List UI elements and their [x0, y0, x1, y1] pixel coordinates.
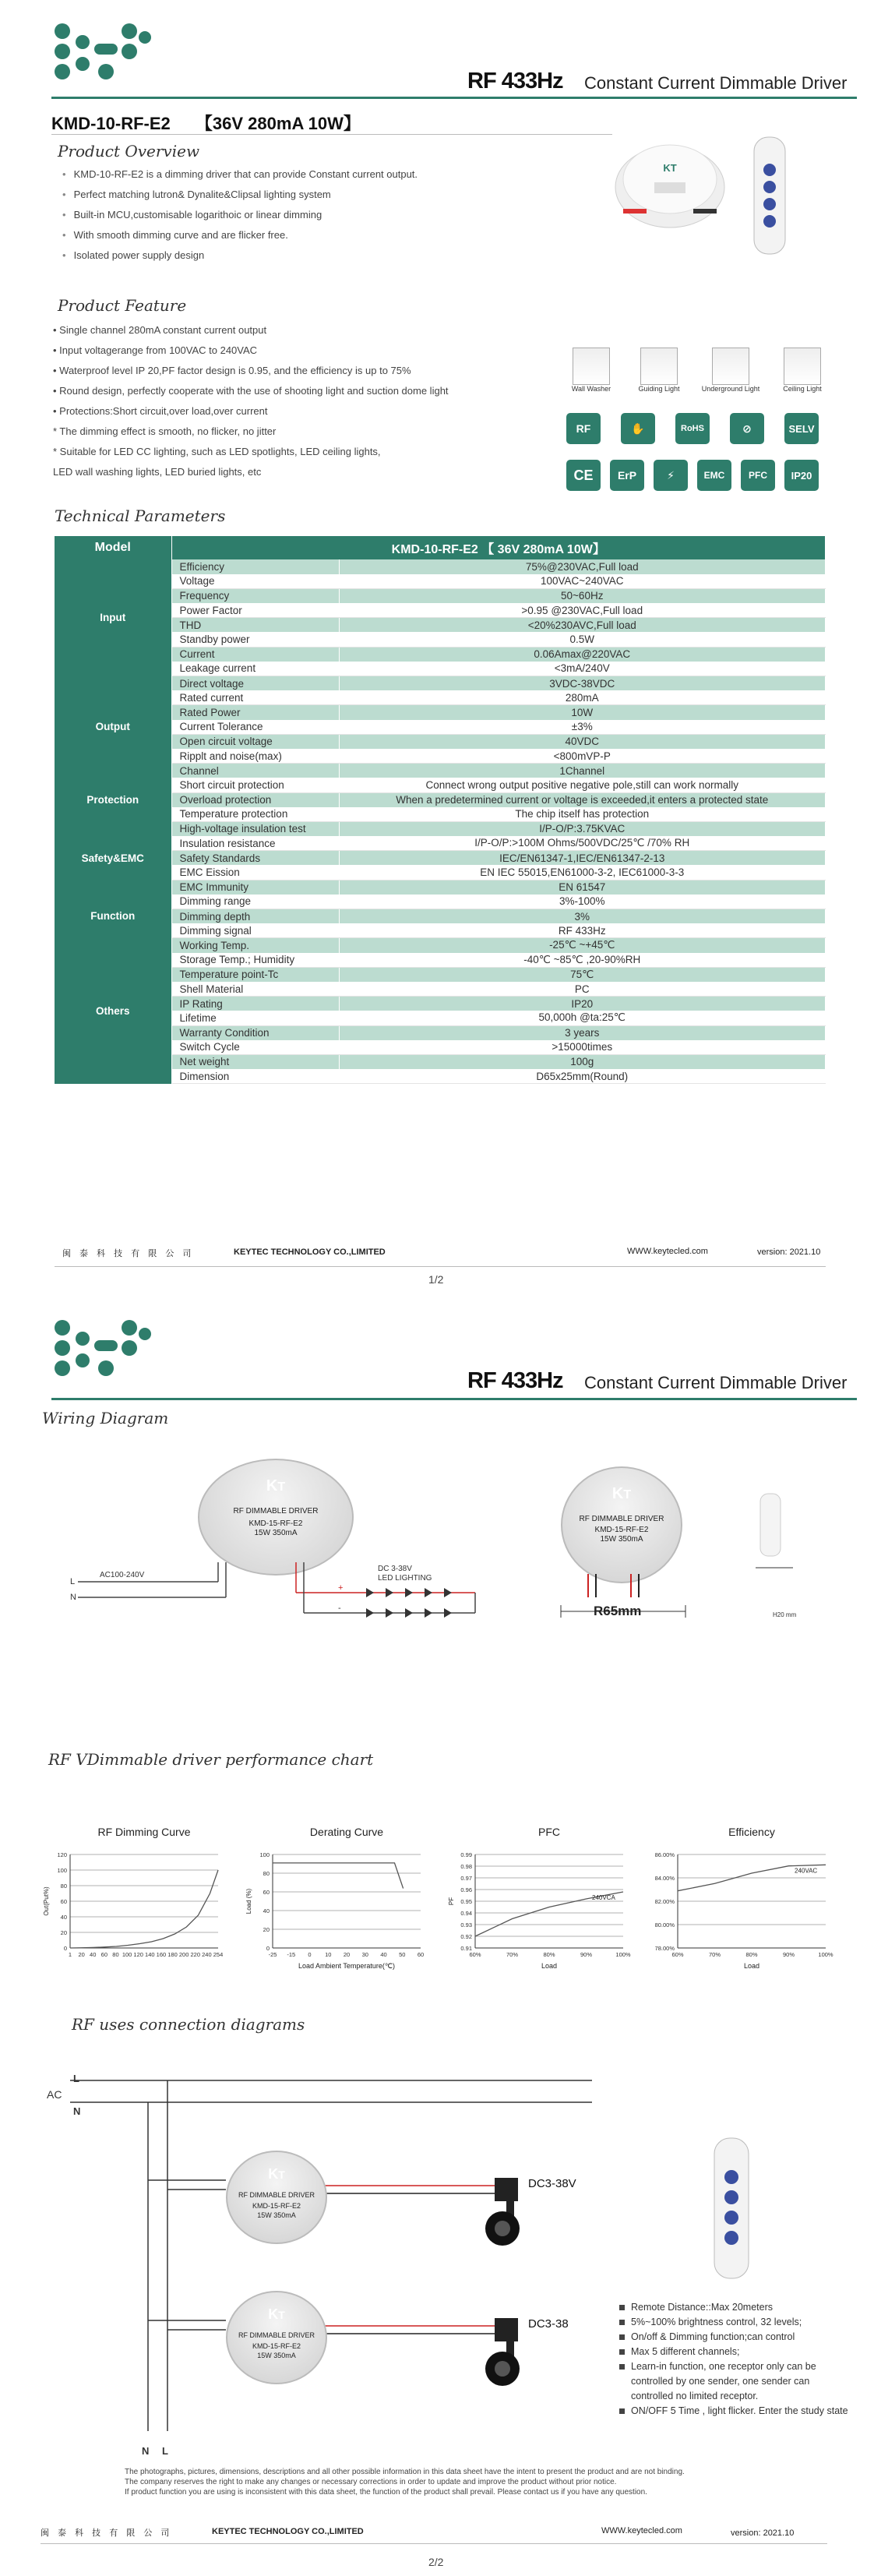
tech-heading: Technical Parameters — [55, 506, 226, 525]
spec-row — [55, 778, 826, 792]
header-subtitle: Constant Current Dimmable Driver — [584, 73, 848, 93]
emc-cert-icon: EMC — [697, 460, 731, 491]
y-tick-label: 0.95 — [460, 1898, 472, 1905]
spec-param-name: Efficiency — [171, 559, 339, 574]
rf-conn-diagram — [47, 2065, 608, 2439]
x-tick-label: 200 — [178, 1951, 189, 1958]
rf-remote-image — [705, 2135, 759, 2283]
rf-feature-text: Remote Distance::Max 20meters — [631, 2302, 774, 2313]
spec-param-name: Warranty Condition — [171, 1025, 339, 1040]
driver-name: RF DIMMABLE DRIVER — [579, 1515, 664, 1523]
y-tick-label: 100 — [57, 1867, 67, 1874]
driver-product-image — [608, 131, 732, 232]
rf-feature-text: Learn-in function, one receptor only can be — [631, 2361, 816, 2372]
overview-heading: Product Overview — [58, 142, 200, 161]
x-tick-label: -15 — [287, 1951, 296, 1958]
website-link[interactable]: WWW.keytecled.com — [627, 1247, 708, 1256]
x-tick-label: 60 — [417, 1951, 425, 1958]
spec-param-value: I/P-O/P:>100M Ohms/500VDC/25℃ /70% RH — [339, 836, 826, 851]
plus-label: + — [338, 1583, 344, 1593]
rf-feature-text: 5%~100% brightness control, 32 levels; — [631, 2317, 802, 2327]
spec-param-name: Temperature protection — [171, 807, 339, 822]
rf-feature-text: Max 5 different channels; — [631, 2346, 740, 2357]
x-tick-label: 50 — [399, 1951, 406, 1958]
rohs-cert-icon: RoHS — [675, 413, 710, 444]
x-tick-label: 10 — [325, 1951, 332, 1958]
driver-name: RF DIMMABLE DRIVER — [238, 2331, 315, 2339]
spec-param-name: High-voltage insulation test — [171, 821, 339, 836]
spec-group-label: Output — [55, 676, 171, 778]
spec-param-name: Working Temp. — [171, 938, 339, 953]
company-cn: 闽 泰 科 技 有 限 公 司 — [62, 1249, 195, 1258]
spec-param-value: 0.5W — [339, 632, 826, 647]
y-tick-label: 0 — [266, 1945, 270, 1952]
company-en: KEYTEC TECHNOLOGY CO.,LIMITED — [212, 2527, 364, 2536]
feature-item: • Protections:Short circuit,over load,over current — [53, 405, 268, 417]
overview-item: • Built-in MCU,customisable logarithoic or linear dimming — [62, 209, 322, 221]
y-tick-label: 0.94 — [460, 1910, 472, 1917]
x-tick-label: 60 — [100, 1951, 108, 1958]
chart-title: Efficiency — [728, 1826, 775, 1838]
rf-bottom-l-label: L — [162, 2445, 168, 2457]
hand-cert-icon: ✋ — [621, 413, 655, 444]
spec-param-name: Switch Cycle — [171, 1040, 339, 1055]
x-tick-label: 140 — [145, 1951, 155, 1958]
minus-label: - — [338, 1604, 341, 1613]
x-tick-label: 100% — [818, 1951, 833, 1958]
x-tick-label: 80% — [745, 1951, 758, 1958]
spec-param-value: PC — [339, 982, 826, 997]
model-spec: 【36V 280mA 10W】 — [195, 114, 361, 133]
y-tick-label: 100 — [259, 1851, 270, 1858]
driver-model: KMD-15-RF-E2 — [594, 1526, 649, 1534]
x-tick-label: 40 — [90, 1951, 97, 1958]
spec-param-value: 3%-100% — [339, 895, 826, 909]
y-tick-label: 0.99 — [460, 1851, 472, 1858]
no-flicker-cert-icon: ⊘ — [730, 413, 764, 444]
x-tick-label: 254 — [213, 1951, 224, 1958]
spec-param-value: 3 years — [339, 1025, 826, 1040]
spec-param-value: IP20 — [339, 997, 826, 1011]
spec-param-value: The chip itself has protection — [339, 807, 826, 822]
title-rule — [51, 134, 612, 135]
x-tick-label: 160 — [156, 1951, 167, 1958]
version: version: 2021.10 — [731, 2528, 795, 2538]
spec-param-value: 3% — [339, 909, 826, 924]
x-tick-label: 30 — [361, 1951, 368, 1958]
selv-cert-icon: SELV — [784, 413, 819, 444]
y-tick-label: 0.93 — [460, 1921, 472, 1928]
header-subtitle: Constant Current Dimmable Driver — [584, 1373, 848, 1392]
bullet-icon — [619, 2305, 625, 2310]
spec-param-name: Shell Material — [171, 982, 339, 997]
spec-param-value: 100g — [339, 1054, 826, 1069]
wiring-heading: Wiring Diagram — [42, 1409, 169, 1427]
spec-header-row — [55, 536, 826, 559]
y-tick-label: 60 — [60, 1898, 67, 1905]
x-tick-label: 80 — [112, 1951, 119, 1958]
spec-param-name: Leakage current — [171, 662, 339, 676]
rf-feature-item — [619, 2300, 869, 2315]
feature-item: * Suitable for LED CC lighting, such as LED spotlights, LED ceiling lights, — [53, 446, 381, 457]
x-tick-label: 60% — [671, 1951, 684, 1958]
spec-header-value: KMD-10-RF-E2 【 36V 280mA 10W】 — [171, 536, 826, 559]
disclaimer-line: If product function you are using is inconsistent with this data sheet, the function of the product shall prevail. Please contact us if you have any question. — [125, 2488, 647, 2497]
spec-group-label: Others — [55, 938, 171, 1084]
x-tick-label: 220 — [190, 1951, 201, 1958]
ip20-cert-icon: IP20 — [784, 460, 819, 491]
model-name: KMD-10-RF-E2 — [51, 114, 171, 133]
rf-driver-2 — [226, 2291, 327, 2384]
spec-param-value: 40VDC — [339, 734, 826, 749]
underground-light-icon — [712, 348, 749, 385]
chart-title: Derating Curve — [309, 1826, 384, 1838]
erp-cert-icon: ErP — [610, 460, 644, 491]
overview-item: • Isolated power supply design — [62, 249, 205, 261]
y-tick-label: 120 — [57, 1851, 67, 1858]
disclaimer — [125, 2467, 748, 2497]
spec-param-value: <800mVP-P — [339, 749, 826, 764]
chart-title: RF Dimming Curve — [97, 1826, 191, 1838]
spec-param-value: <3mA/240V — [339, 662, 826, 676]
spec-row — [55, 559, 826, 574]
disclaimer-line: The photographs, pictures, dimensions, descriptions and all other possible information in this data sheet have the intent to present the product and are not binding. — [125, 2468, 685, 2476]
application-label: Wall Washer — [571, 385, 611, 393]
y-axis-label: PF — [448, 1897, 455, 1906]
spec-param-name: Voltage — [171, 574, 339, 589]
spec-param-name: Rated current — [171, 690, 339, 705]
driver-model: KMD-15-RF-E2 — [252, 2202, 301, 2210]
driver-model: KMD-15-RF-E2 — [248, 1519, 303, 1528]
performance-charts — [31, 1823, 857, 1987]
version: version: 2021.10 — [757, 1247, 821, 1257]
spec-param-value: 0.06Amax@220VAC — [339, 647, 826, 662]
x-tick-label: 90% — [782, 1951, 795, 1958]
spec-param-name: Short circuit protection — [171, 778, 339, 792]
x-tick-label: 240 — [202, 1951, 212, 1958]
rf-bottom-n-label: N — [142, 2445, 150, 2457]
spec-row — [55, 676, 826, 691]
series-line — [70, 1870, 218, 1948]
y-tick-label: 0.91 — [460, 1945, 472, 1952]
spec-param-value: When a predetermined current or voltage is exceeded,it enters a protected state — [339, 792, 826, 807]
series-label: 240VAC — [795, 1867, 818, 1875]
driver-spec: 15W 350mA — [257, 2352, 296, 2359]
driver-name: RF DIMMABLE DRIVER — [238, 2191, 315, 2199]
spec-param-value: 50~60Hz — [339, 588, 826, 603]
spec-param-value: I/P-O/P:3.75KVAC — [339, 821, 826, 836]
x-tick-label: 100% — [615, 1951, 631, 1958]
x-tick-label: 1 — [68, 1951, 72, 1958]
spec-param-value: 75%@230VAC,Full load — [339, 559, 826, 574]
rf-feature-text: ON/OFF 5 Time , light flicker. Enter the study state — [631, 2405, 848, 2416]
feature-item: * The dimming effect is smooth, no flicker, no jitter — [53, 425, 277, 437]
spec-param-name: Storage Temp.; Humidity — [171, 953, 339, 968]
x-tick-label: 20 — [343, 1951, 351, 1958]
driver-logo: KT — [266, 1477, 286, 1494]
pfc-cert-icon: PFC — [741, 460, 775, 491]
spec-row — [55, 821, 826, 836]
rf-feature-item — [619, 2389, 869, 2404]
spec-param-name: Net weight — [171, 1054, 339, 1069]
spec-group-label: Safety&EMC — [55, 821, 171, 894]
rf-feature-item — [619, 2374, 869, 2389]
product-title — [51, 111, 361, 135]
perf-heading: RF VDimmable driver performance chart — [48, 1750, 374, 1769]
page-2 — [0, 1293, 874, 2576]
series-label: 240VCA — [592, 1894, 615, 1901]
spec-param-name: Safety Standards — [171, 851, 339, 866]
driver-logo: KT — [611, 1485, 632, 1502]
spec-param-value: EN 61547 — [339, 880, 826, 895]
disclaimer-line: The company reserves the right to make any changes or necessary corrections in order to update and improve the product without prior notice. — [125, 2478, 617, 2486]
spec-row — [55, 895, 826, 909]
spec-param-name: Standby power — [171, 632, 339, 647]
rf-feature-text: controlled by one sender, one sender can — [631, 2376, 810, 2387]
y-tick-label: 0.96 — [460, 1886, 472, 1893]
rf-cert-icon: RF — [566, 413, 601, 444]
bullet-icon — [619, 2408, 625, 2414]
overview-item: • Perfect matching lutron& Dynalite&Clipsal lighting system — [62, 189, 331, 200]
y-tick-label: 82.00% — [654, 1898, 675, 1905]
spec-param-value: -40℃ ~85℃ ,20-90%RH — [339, 953, 826, 968]
rf-conn-heading: RF uses connection diagrams — [72, 2015, 305, 2034]
spec-param-name: Channel — [171, 764, 339, 778]
x-tick-label: 60% — [469, 1951, 481, 1958]
led-lighting-label: LED LIGHTING — [378, 1574, 432, 1583]
wiring-n-label: N — [70, 1593, 76, 1602]
kyt-logo-icon — [51, 1317, 153, 1387]
company-cn: 闽 泰 科 技 有 限 公 司 — [41, 2528, 173, 2538]
product-line: RF 433Hz — [467, 1368, 563, 1393]
page-number: 1/2 — [428, 1273, 444, 1286]
x-tick-label: 70% — [708, 1951, 721, 1958]
spec-param-value: >15000times — [339, 1040, 826, 1055]
spec-param-name: EMC Immunity — [171, 880, 339, 895]
rf-feature-text: On/off & Dimming function;can control — [631, 2331, 795, 2342]
rf-feature-item — [619, 2404, 869, 2419]
spec-param-name: Power Factor — [171, 603, 339, 618]
y-tick-label: 60 — [263, 1889, 270, 1896]
rf-l-label: L — [73, 2073, 79, 2084]
y-tick-label: 40 — [263, 1907, 270, 1914]
y-tick-label: 80 — [60, 1883, 67, 1890]
x-tick-label: 70% — [506, 1951, 519, 1958]
spec-param-value: IEC/EN61347-1,IEC/EN61347-2-13 — [339, 851, 826, 866]
spec-param-name: Insulation resistance — [171, 836, 339, 851]
company-en: KEYTEC TECHNOLOGY CO.,LIMITED — [234, 1247, 386, 1257]
rf-driver-1 — [226, 2151, 327, 2244]
x-tick-label: 80% — [543, 1951, 555, 1958]
y-axis-label: Load (%) — [245, 1888, 252, 1914]
spec-param-value: 75℃ — [339, 967, 826, 982]
website-link[interactable]: WWW.keytecled.com — [601, 2526, 682, 2535]
rf-feature-item — [619, 2330, 869, 2345]
spec-param-name: EMC Eission — [171, 865, 339, 880]
spec-param-value: <20%230AVC,Full load — [339, 618, 826, 633]
wall-washer-icon — [573, 348, 610, 385]
series-line — [273, 1863, 404, 1889]
spec-group-label: Function — [55, 895, 171, 938]
spec-param-value: RF 433Hz — [339, 923, 826, 938]
y-tick-label: 86.00% — [654, 1851, 675, 1858]
dc-voltage-label: DC 3-38V — [378, 1565, 412, 1573]
dc-label-2: DC3-38 — [528, 2317, 569, 2331]
spec-param-value: >0.95 @230VAC,Full load — [339, 603, 826, 618]
driver-logo: KT — [268, 2306, 285, 2322]
x-tick-label: 0 — [308, 1951, 312, 1958]
rf-feature-item — [619, 2345, 869, 2359]
spec-param-value: EN IEC 55015,EN61000-3-2, IEC61000-3-3 — [339, 865, 826, 880]
spec-param-value: 3VDC-38VDC — [339, 676, 826, 691]
chart-title: PFC — [538, 1826, 560, 1838]
ce-cert-icon: CE — [566, 460, 601, 491]
y-tick-label: 84.00% — [654, 1875, 675, 1882]
rf-n-label: N — [73, 2105, 81, 2117]
driver-logo: KT — [268, 2166, 285, 2182]
overview-item: • KMD-10-RF-E2 is a dimming driver that can provide Constant current output. — [62, 168, 418, 180]
feature-item: LED wall washing lights, LED buried lights, etc — [53, 466, 262, 478]
y-tick-label: 40 — [60, 1914, 67, 1921]
x-axis-label: Load — [743, 1962, 760, 1970]
spec-param-name: Current — [171, 647, 339, 662]
spec-param-name: Overload protection — [171, 792, 339, 807]
driver-name: RF DIMMABLE DRIVER — [233, 1507, 319, 1516]
application-label: Ceiling Light — [783, 385, 822, 393]
driver-model: KMD-15-RF-E2 — [252, 2342, 301, 2350]
rf-feature-text: controlled no limited receptor. — [631, 2391, 759, 2401]
remote-product-image — [746, 134, 793, 259]
header-rule — [51, 1398, 857, 1400]
dimension-height: H20 mm — [773, 1611, 797, 1618]
y-tick-label: 0.97 — [460, 1875, 472, 1882]
bullet-icon — [619, 2349, 625, 2355]
kyt-logo-icon — [51, 20, 153, 90]
y-tick-label: 20 — [263, 1926, 270, 1933]
spec-param-value: 1Channel — [339, 764, 826, 778]
footer-rule — [41, 2543, 827, 2544]
rf-feature-item — [619, 2359, 869, 2374]
spec-param-value: 50,000h @ta:25℃ — [339, 1011, 826, 1025]
spec-param-value: Connect wrong output positive negative pole,still can work normally — [339, 778, 826, 792]
rf-feature-item — [619, 2315, 869, 2330]
spec-param-value: 10W — [339, 705, 826, 720]
y-tick-label: 0.98 — [460, 1863, 472, 1870]
x-tick-label: 40 — [380, 1951, 387, 1958]
spec-param-value: 280mA — [339, 690, 826, 705]
spec-param-value: D65x25mm(Round) — [339, 1069, 826, 1084]
y-tick-label: 0.92 — [460, 1933, 472, 1940]
y-tick-label: 80.00% — [654, 1921, 675, 1928]
bullet-icon — [619, 2364, 625, 2370]
spec-param-name: Ripplt and noise(max) — [171, 749, 339, 764]
svg-text:KT: KT — [663, 162, 677, 174]
spec-param-name: Current Tolerance — [171, 720, 339, 735]
footer-rule — [55, 1266, 826, 1267]
spec-param-name: Open circuit voltage — [171, 734, 339, 749]
x-tick-label: 120 — [133, 1951, 143, 1958]
side-profile-image — [754, 1490, 801, 1576]
spec-param-name: Direct voltage — [171, 676, 339, 691]
x-tick-label: 180 — [167, 1951, 178, 1958]
spec-param-name: Dimming signal — [171, 923, 339, 938]
x-tick-label: 20 — [78, 1951, 85, 1958]
spec-param-name: Lifetime — [171, 1011, 339, 1025]
feature-item: • Input voltagerange from 100VAC to 240VAC — [53, 344, 258, 356]
x-axis-label: Load Ambient Temperature(℃) — [298, 1962, 396, 1970]
spec-group-label: Protection — [55, 778, 171, 821]
spec-param-name: Dimension — [171, 1069, 339, 1084]
x-tick-label: -25 — [268, 1951, 277, 1958]
header-banner — [467, 1368, 857, 1395]
rf-feature-list — [619, 2300, 869, 2419]
spec-param-value: ±3% — [339, 720, 826, 735]
feature-item: • Round design, perfectly cooperate with the use of shooting light and suction dome light — [53, 385, 449, 397]
spec-row — [55, 938, 826, 953]
overview-item: • With smooth dimming curve and are flicker free. — [62, 229, 288, 241]
dc-label-1: DC3-38V — [528, 2177, 576, 2190]
wiring-lines — [70, 1551, 491, 1636]
y-tick-label: 78.00% — [654, 1945, 675, 1952]
spec-table — [55, 536, 826, 1084]
product-line: RF 433Hz — [467, 69, 563, 94]
spec-param-name: Dimming depth — [171, 909, 339, 924]
spec-param-name: THD — [171, 618, 339, 633]
feature-item: • Single channel 280mA constant current output — [53, 324, 267, 336]
application-label: Underground Light — [701, 385, 760, 393]
wiring-driver-right — [561, 1466, 682, 1583]
spec-param-name: Dimming range — [171, 895, 339, 909]
x-axis-label: Load — [541, 1962, 558, 1970]
dimension-radius: R65mm — [594, 1604, 642, 1618]
bullet-icon — [619, 2320, 625, 2325]
bullet-icon — [619, 2334, 625, 2340]
header-rule — [51, 97, 857, 99]
feature-item: • Waterproof level IP 20,PF factor design is 0.95, and the efficiency is up to 75% — [53, 365, 411, 376]
spec-param-value: 100VAC~240VAC — [339, 574, 826, 589]
y-tick-label: 20 — [60, 1929, 67, 1936]
wiring-l-label: L — [70, 1577, 76, 1586]
spec-param-name: Temperature point-Tc — [171, 967, 339, 982]
driver-spec: 15W 350mA — [257, 2211, 296, 2219]
y-tick-label: 0 — [63, 1945, 67, 1952]
spec-group-label: Input — [55, 559, 171, 676]
rf-ac-label: AC — [47, 2088, 62, 2101]
spec-param-name: Frequency — [171, 588, 339, 603]
ac-voltage-label: AC100-240V — [100, 1571, 145, 1579]
y-axis-label: Out(Put%) — [43, 1886, 50, 1916]
driver-spec: 15W 350mA — [254, 1529, 298, 1537]
feature-heading: Product Feature — [58, 296, 187, 315]
header-banner — [467, 69, 857, 95]
guiding-light-icon — [640, 348, 678, 385]
driver-spec: 15W 350mA — [600, 1535, 643, 1544]
power-cert-icon: ⚡ — [654, 460, 688, 491]
x-tick-label: 90% — [580, 1951, 593, 1958]
x-tick-label: 100 — [122, 1951, 132, 1958]
spec-param-value: -25℃ ~+45℃ — [339, 938, 826, 953]
y-tick-label: 80 — [263, 1870, 270, 1877]
page-number: 2/2 — [428, 2556, 444, 2568]
spec-param-name: Rated Power — [171, 705, 339, 720]
application-label: Guiding Light — [638, 385, 680, 393]
spec-header-model: Model — [55, 536, 171, 559]
spec-param-name: IP Rating — [171, 997, 339, 1011]
ceiling-light-icon — [784, 348, 821, 385]
